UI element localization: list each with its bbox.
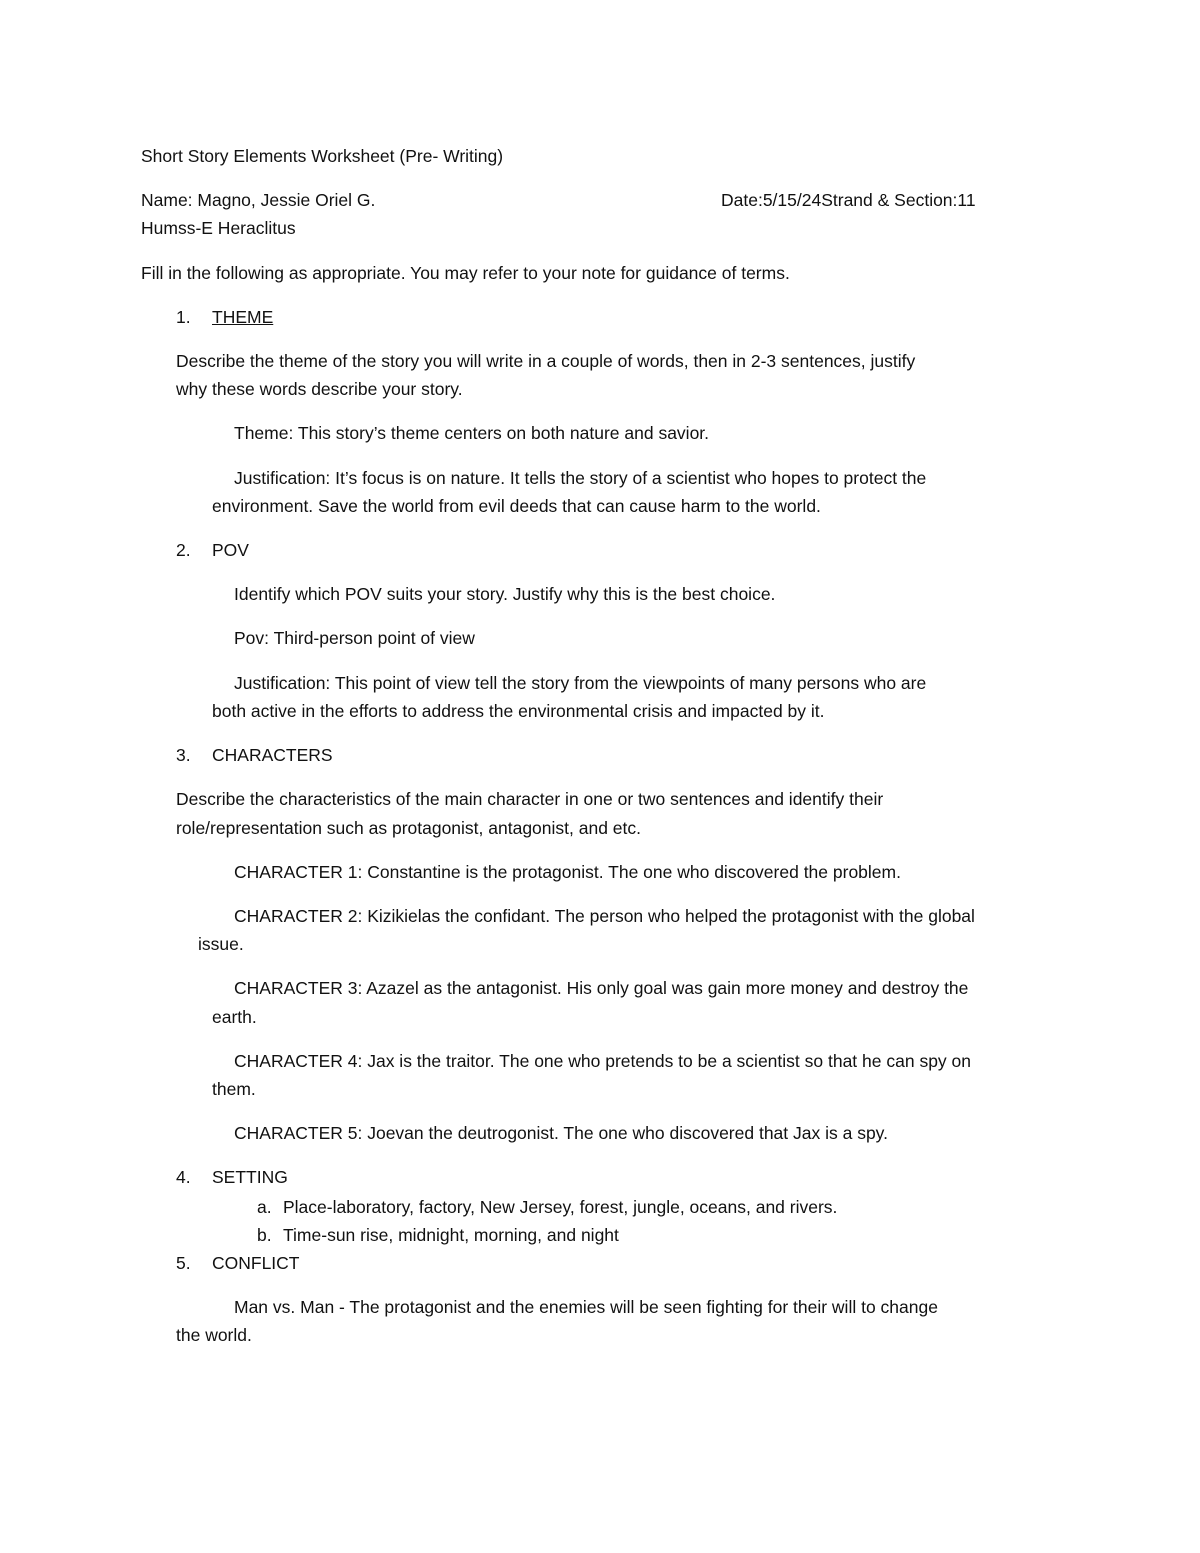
setting-number: 4. xyxy=(176,1167,191,1187)
pov-justification-line-1: Justification: This point of view tell the story from the viewpoints of many persons who are xyxy=(234,673,927,693)
pov-justification-line-2: both active in the efforts to address the environmental crisis and impacted by it. xyxy=(212,701,825,721)
characters-prompt-line-2: role/representation such as protagonist, antagonist, and etc. xyxy=(176,818,642,838)
worksheet-title: Short Story Elements Worksheet (Pre- Writing) xyxy=(141,146,504,166)
setting-item-a-text: Place-laboratory, factory, New Jersey, forest, jungle, oceans, and rivers. xyxy=(283,1197,838,1217)
characters-heading: CHARACTERS xyxy=(212,745,333,765)
setting-item-b-label: b. xyxy=(257,1225,272,1245)
character-3-line-1: CHARACTER 3: Azazel as the antagonist. His only goal was gain more money and destroy the xyxy=(234,978,969,998)
setting-heading: SETTING xyxy=(212,1167,288,1187)
character-1: CHARACTER 1: Constantine is the protagonist. The one who discovered the problem. xyxy=(234,862,901,882)
character-2-line-1: CHARACTER 2: Kizikielas the confidant. The person who helped the protagonist with the global xyxy=(234,906,975,926)
setting-item-b-text: Time-sun rise, midnight, morning, and night xyxy=(283,1225,619,1245)
character-2-line-2: issue. xyxy=(198,934,244,954)
character-4-line-1: CHARACTER 4: Jax is the traitor. The one who pretends to be a scientist so that he can spy on xyxy=(234,1051,971,1071)
name-line: Name: Magno, Jessie Oriel G. xyxy=(141,190,376,210)
conflict-heading: CONFLICT xyxy=(212,1253,300,1273)
theme-justification-line-2: environment. Save the world from evil deeds that can cause harm to the world. xyxy=(212,496,821,516)
pov-number: 2. xyxy=(176,540,191,560)
conflict-text-line-1: Man vs. Man - The protagonist and the enemies will be seen fighting for their will to change xyxy=(234,1297,938,1317)
theme-prompt-line-2: why these words describe your story. xyxy=(176,379,463,399)
character-5: CHARACTER 5: Joevan the deutrogonist. The one who discovered that Jax is a spy. xyxy=(234,1123,888,1143)
theme-number: 1. xyxy=(176,307,191,327)
conflict-text-line-2: the world. xyxy=(176,1325,252,1345)
characters-prompt-line-1: Describe the characteristics of the main character in one or two sentences and identify their xyxy=(176,789,884,809)
character-4-line-2: them. xyxy=(212,1079,256,1099)
theme-prompt-line-1: Describe the theme of the story you will write in a couple of words, then in 2-3 sentences, justify xyxy=(176,351,916,371)
theme-heading: THEME xyxy=(212,307,274,327)
setting-item-a-label: a. xyxy=(257,1197,272,1217)
date-section-line: Date:5/15/24Strand & Section:11 xyxy=(721,190,976,210)
conflict-number: 5. xyxy=(176,1253,191,1273)
theme-justification-line-1: Justification: It’s focus is on nature. It tells the story of a scientist who hopes to protect the xyxy=(234,468,927,488)
characters-number: 3. xyxy=(176,745,191,765)
instructions: Fill in the following as appropriate. You may refer to your note for guidance of terms. xyxy=(141,263,790,283)
character-3-line-2: earth. xyxy=(212,1007,257,1027)
pov-answer: Pov: Third-person point of view xyxy=(234,628,475,648)
theme-answer: Theme: This story’s theme centers on both nature and savior. xyxy=(234,423,710,443)
pov-prompt: Identify which POV suits your story. Justify why this is the best choice. xyxy=(234,584,776,604)
pov-heading: POV xyxy=(212,540,249,560)
section-continuation: Humss-E Heraclitus xyxy=(141,218,296,238)
